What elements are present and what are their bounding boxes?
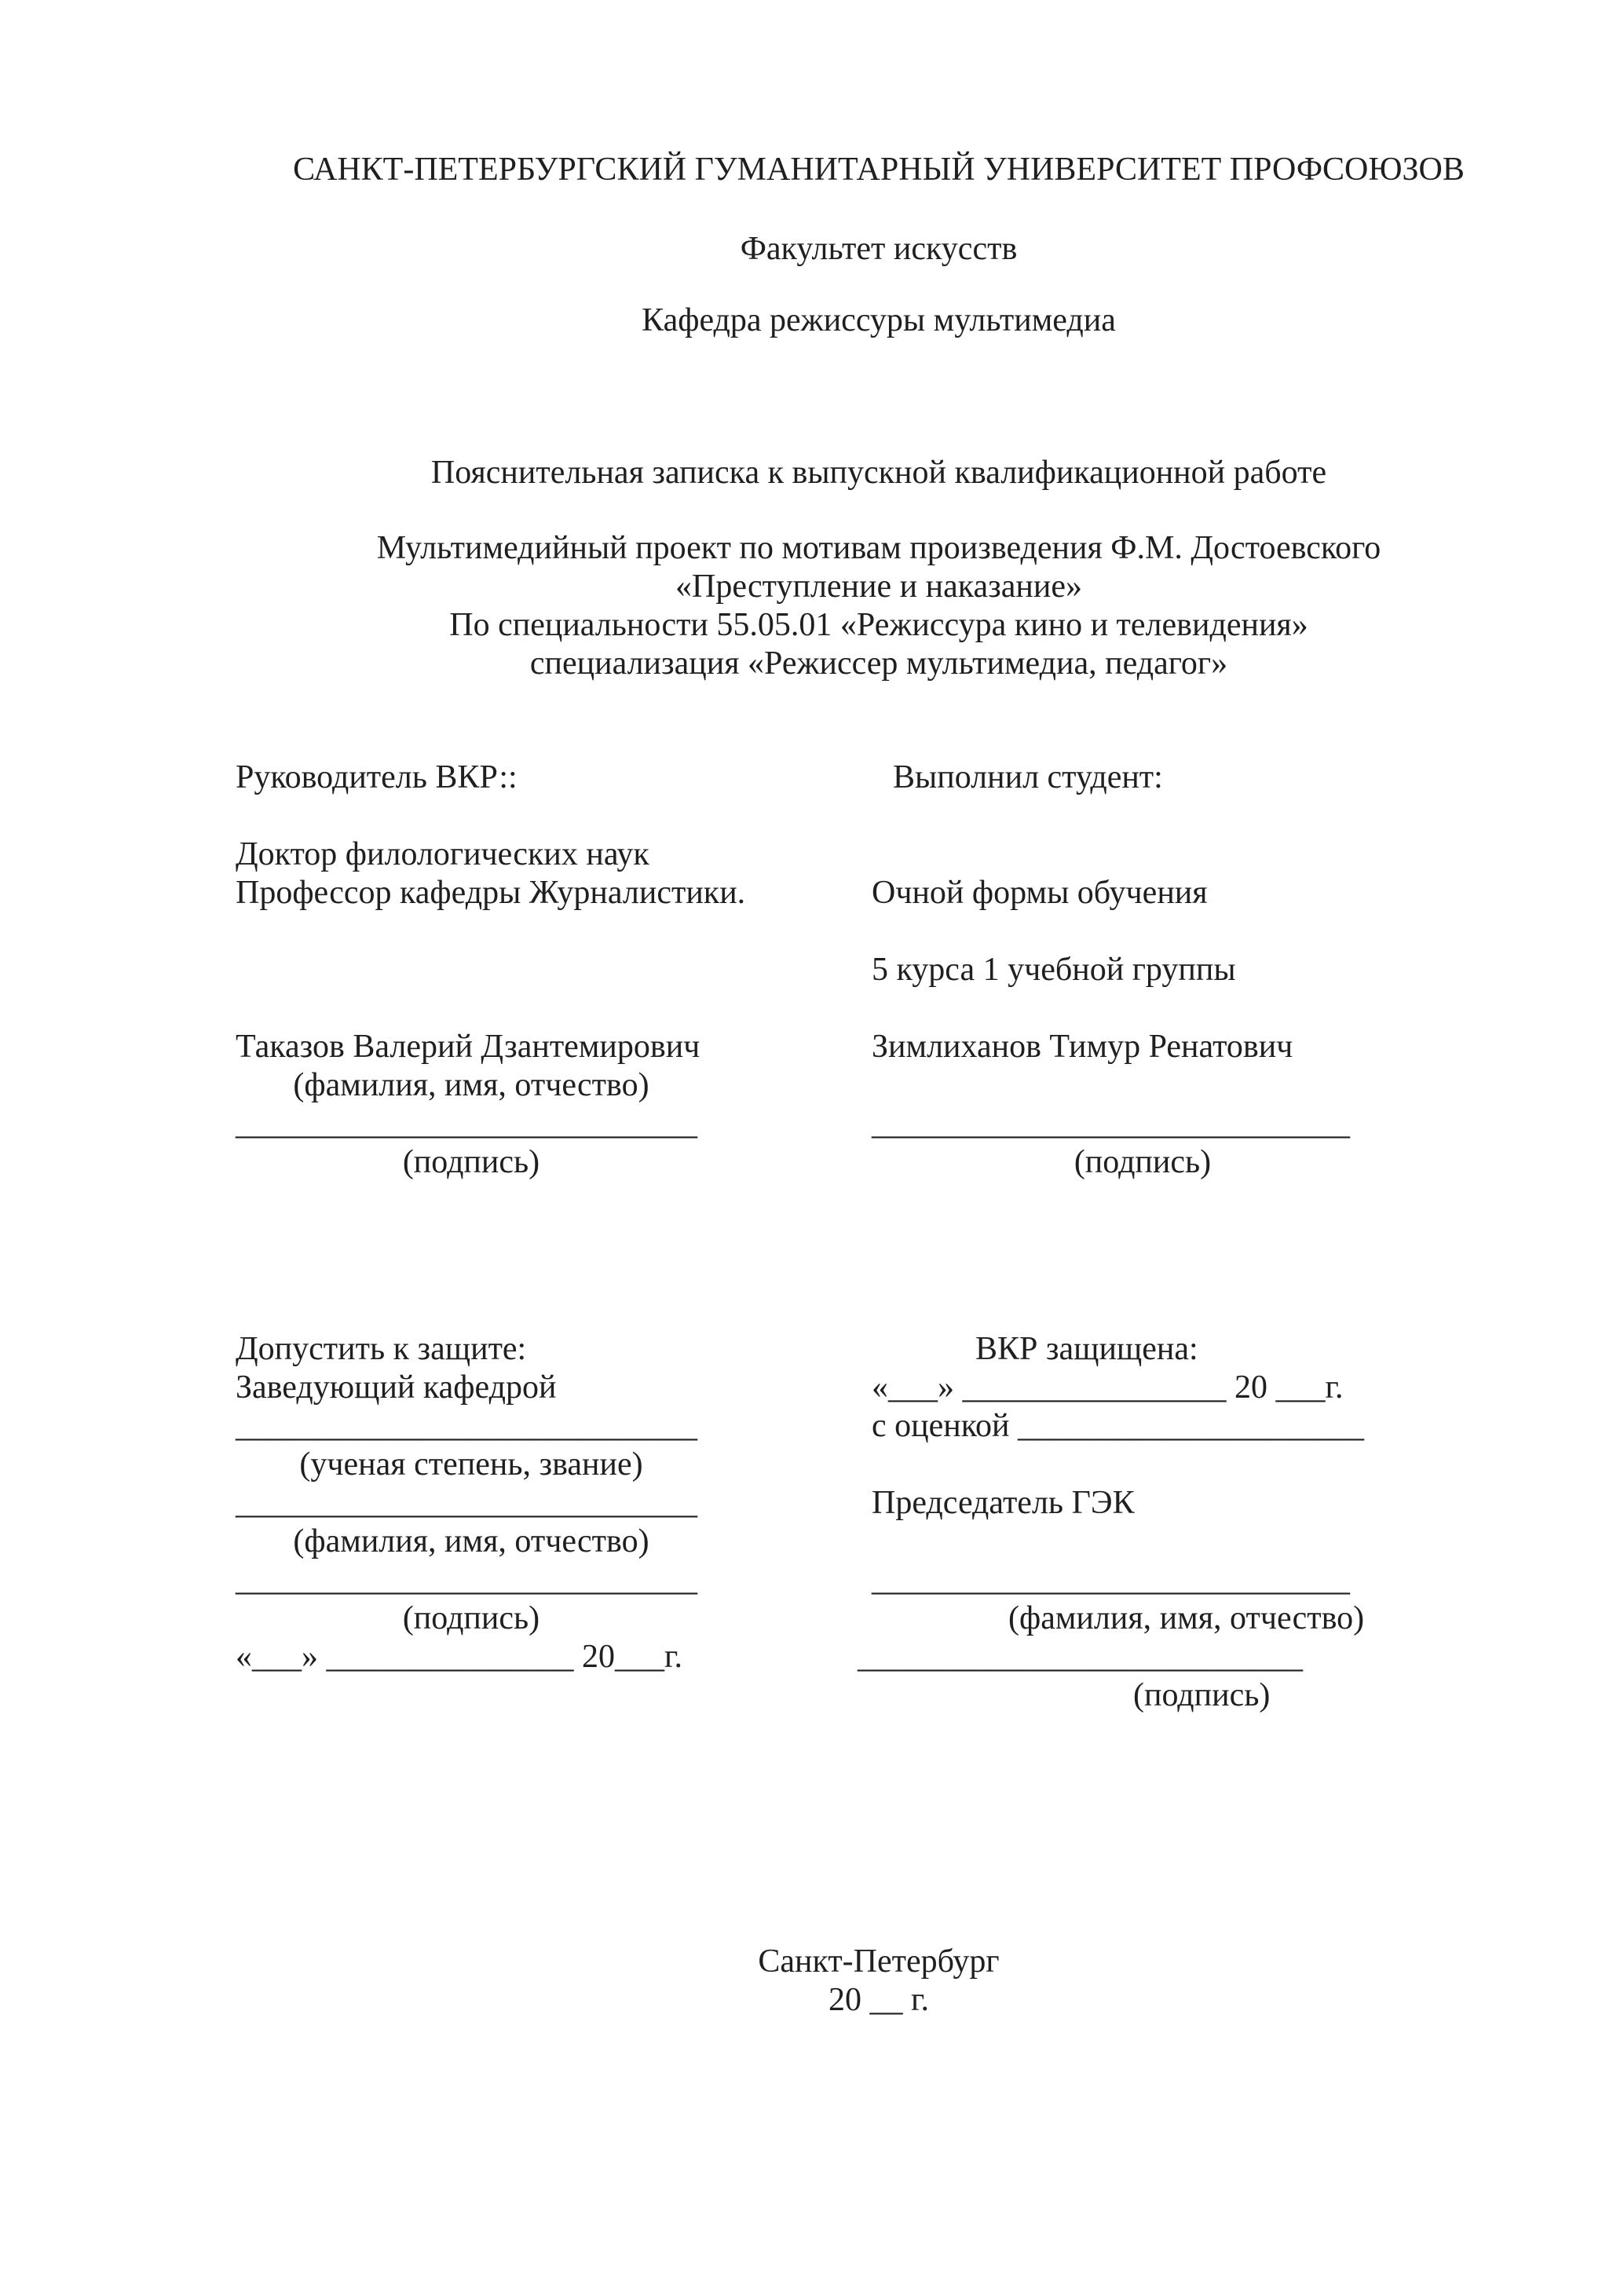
student-study-form: Очной формы обучения	[872, 875, 1208, 911]
footer-city: Санкт-Петербург	[758, 1943, 1000, 1980]
admission-name-line: ____________________________	[236, 1485, 697, 1521]
admission-date-line: «___» _______________ 20___г.	[236, 1639, 682, 1675]
work-title-block	[236, 529, 1522, 683]
supervisor-signature-line: ____________________________	[236, 1106, 697, 1142]
faculty-name: Факультет искусств	[740, 231, 1018, 267]
footer-block	[236, 1943, 1522, 2020]
student-label: Выполнил студент:	[893, 759, 1163, 795]
defense-chairman-label: Председатель ГЭК	[872, 1485, 1135, 1521]
specialty-line: По специальности 55.05.01 «Режиссура кино и телевидения»	[449, 607, 1308, 643]
student-signature-line: _____________________________	[872, 1106, 1350, 1142]
student-signature-hint: (подпись)	[1074, 1144, 1212, 1180]
footer-year: 20 __ г.	[828, 1982, 929, 2018]
defense-grade-line: с оценкой _____________________	[872, 1408, 1364, 1444]
defense-block	[858, 1330, 1390, 1715]
defense-label: ВКР защищена:	[975, 1331, 1198, 1367]
defense-signature-line: ___________________________	[858, 1639, 1303, 1675]
work-title-line2: «Преступление и наказание»	[675, 569, 1082, 605]
work-title-line1: Мультимедийный проект по мотивам произведения Ф.М. Достоевского	[376, 530, 1381, 566]
supervisor-name: Таказов Валерий Дзантемирович	[236, 1029, 700, 1065]
defense-signature-hint: (подпись)	[1133, 1677, 1271, 1713]
supervisor-label: Руководитель ВКР::	[236, 759, 518, 795]
admission-degree-line: ____________________________	[236, 1408, 697, 1444]
supervisor-position: Профессор кафедры Журналистики.	[236, 875, 746, 911]
defense-name-line: _____________________________	[872, 1562, 1350, 1598]
supervisor-block	[236, 759, 746, 1182]
admission-signature-line: ____________________________	[236, 1562, 697, 1598]
admission-block	[236, 1330, 707, 1676]
doc-type-title: Пояснительная записка к выпускной квалификационной работе	[430, 455, 1327, 491]
specialization-line: специализация «Режиссер мультимедиа, педагог»	[529, 645, 1228, 682]
student-name: Зимлиханов Тимур Ренатович	[872, 1029, 1293, 1065]
admission-head-label: Заведующий кафедрой	[236, 1369, 557, 1406]
student-group: 5 курса 1 учебной группы	[872, 952, 1236, 988]
defense-name-hint: (фамилия, имя, отчество)	[1008, 1600, 1365, 1636]
admission-name-hint: (фамилия, имя, отчество)	[293, 1523, 649, 1559]
admission-label: Допустить к защите:	[236, 1331, 527, 1367]
university-name: САНКТ-ПЕТЕРБУРГСКИЙ ГУМАНИТАРНЫЙ УНИВЕРСИТЕТ ПРОФСОЮЗОВ	[293, 152, 1465, 188]
supervisor-degree: Доктор филологических наук	[236, 836, 649, 872]
department-name: Кафедра режиссуры мультимедиа	[642, 302, 1116, 338]
admission-degree-hint: (ученая степень, звание)	[299, 1446, 643, 1483]
admission-signature-hint: (подпись)	[402, 1600, 540, 1636]
supervisor-signature-hint: (подпись)	[402, 1144, 540, 1180]
supervisor-name-hint: (фамилия, имя, отчество)	[293, 1067, 649, 1103]
defense-date-line: «___» ________________ 20 ___г.	[872, 1369, 1344, 1406]
student-block	[872, 759, 1359, 1182]
